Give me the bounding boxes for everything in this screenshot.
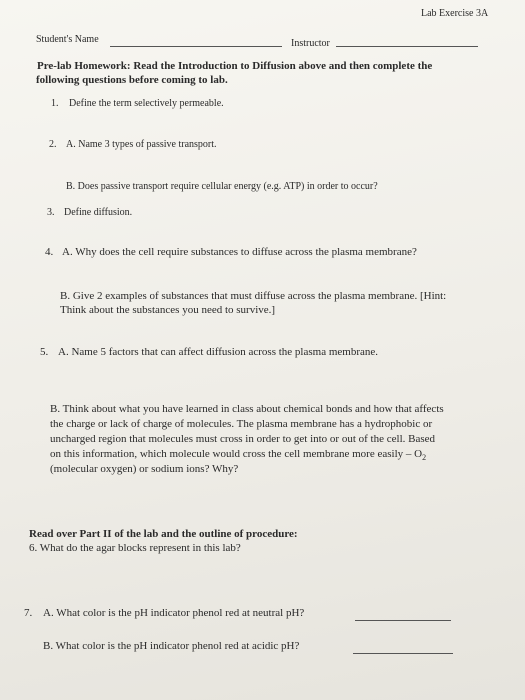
q7b-answer-blank <box>353 653 453 654</box>
q2-number: 2. <box>49 139 57 150</box>
q5b-text-line3: uncharged region that molecules must cross in order to get into or out of the cell. Based <box>50 433 436 445</box>
q3-text: Define diffusion. <box>64 207 133 218</box>
q1-number: 1. <box>51 98 59 109</box>
q2b-text: B. Does passive transport require cellular energy (e.g. ATP) in order to occur? <box>66 181 378 192</box>
part2-heading: Read over Part II of the lab and the outline of procedure: <box>29 528 298 540</box>
q4-number: 4. <box>45 246 54 258</box>
q4b-text-line1: B. Give 2 examples of substances that must diffuse across the plasma membrane. [Hint: <box>60 290 447 302</box>
q7-number: 7. <box>24 607 33 619</box>
q5b-text-line4 <box>50 448 426 462</box>
prelab-instructions-line2: following questions before coming to lab. <box>36 74 228 86</box>
prelab-instructions-line1: Pre-lab Homework: Read the Introduction to Diffusion above and then complete the <box>37 60 433 72</box>
q3-number: 3. <box>47 207 55 218</box>
q7a-text: A. What color is the pH indicator phenol red at neutral pH? <box>43 607 305 619</box>
q5b-text-line1: B. Think about what you have learned in class about chemical bonds and how that affects <box>50 403 444 415</box>
q5a-text: A. Name 5 factors that can affect diffusion across the plasma membrane. <box>58 346 379 358</box>
q2a-text: A. Name 3 types of passive transport. <box>66 139 217 150</box>
q5-number: 5. <box>40 346 49 358</box>
q6-text: 6. What do the agar blocks represent in this lab? <box>29 542 241 554</box>
q5b-line4-main: on this information, which molecule would cross the cell membrane more easily – O <box>50 448 423 460</box>
q5b-text-line5: (molecular oxygen) or sodium ions? Why? <box>50 463 239 475</box>
q1-text: Define the term selectively permeable. <box>69 98 224 109</box>
student-name-label: Student's Name <box>36 34 99 45</box>
instructor-blank <box>336 46 478 47</box>
q7b-text: B. What color is the pH indicator phenol red at acidic pH? <box>43 640 300 652</box>
q4a-text: A. Why does the cell require substances to diffuse across the plasma membrane? <box>62 246 417 258</box>
q7a-answer-blank <box>355 620 451 621</box>
oxygen-subscript: 2 <box>422 453 427 462</box>
q4b-text-line2: Think about the substances you need to survive.] <box>60 304 276 316</box>
instructor-label: Instructor <box>291 38 330 49</box>
q5b-text-line2: the charge or lack of charge of molecules. The plasma membrane has a hydrophobic or <box>50 418 433 430</box>
lab-exercise-label: Lab Exercise 3A <box>421 8 489 19</box>
student-name-blank <box>110 46 282 47</box>
